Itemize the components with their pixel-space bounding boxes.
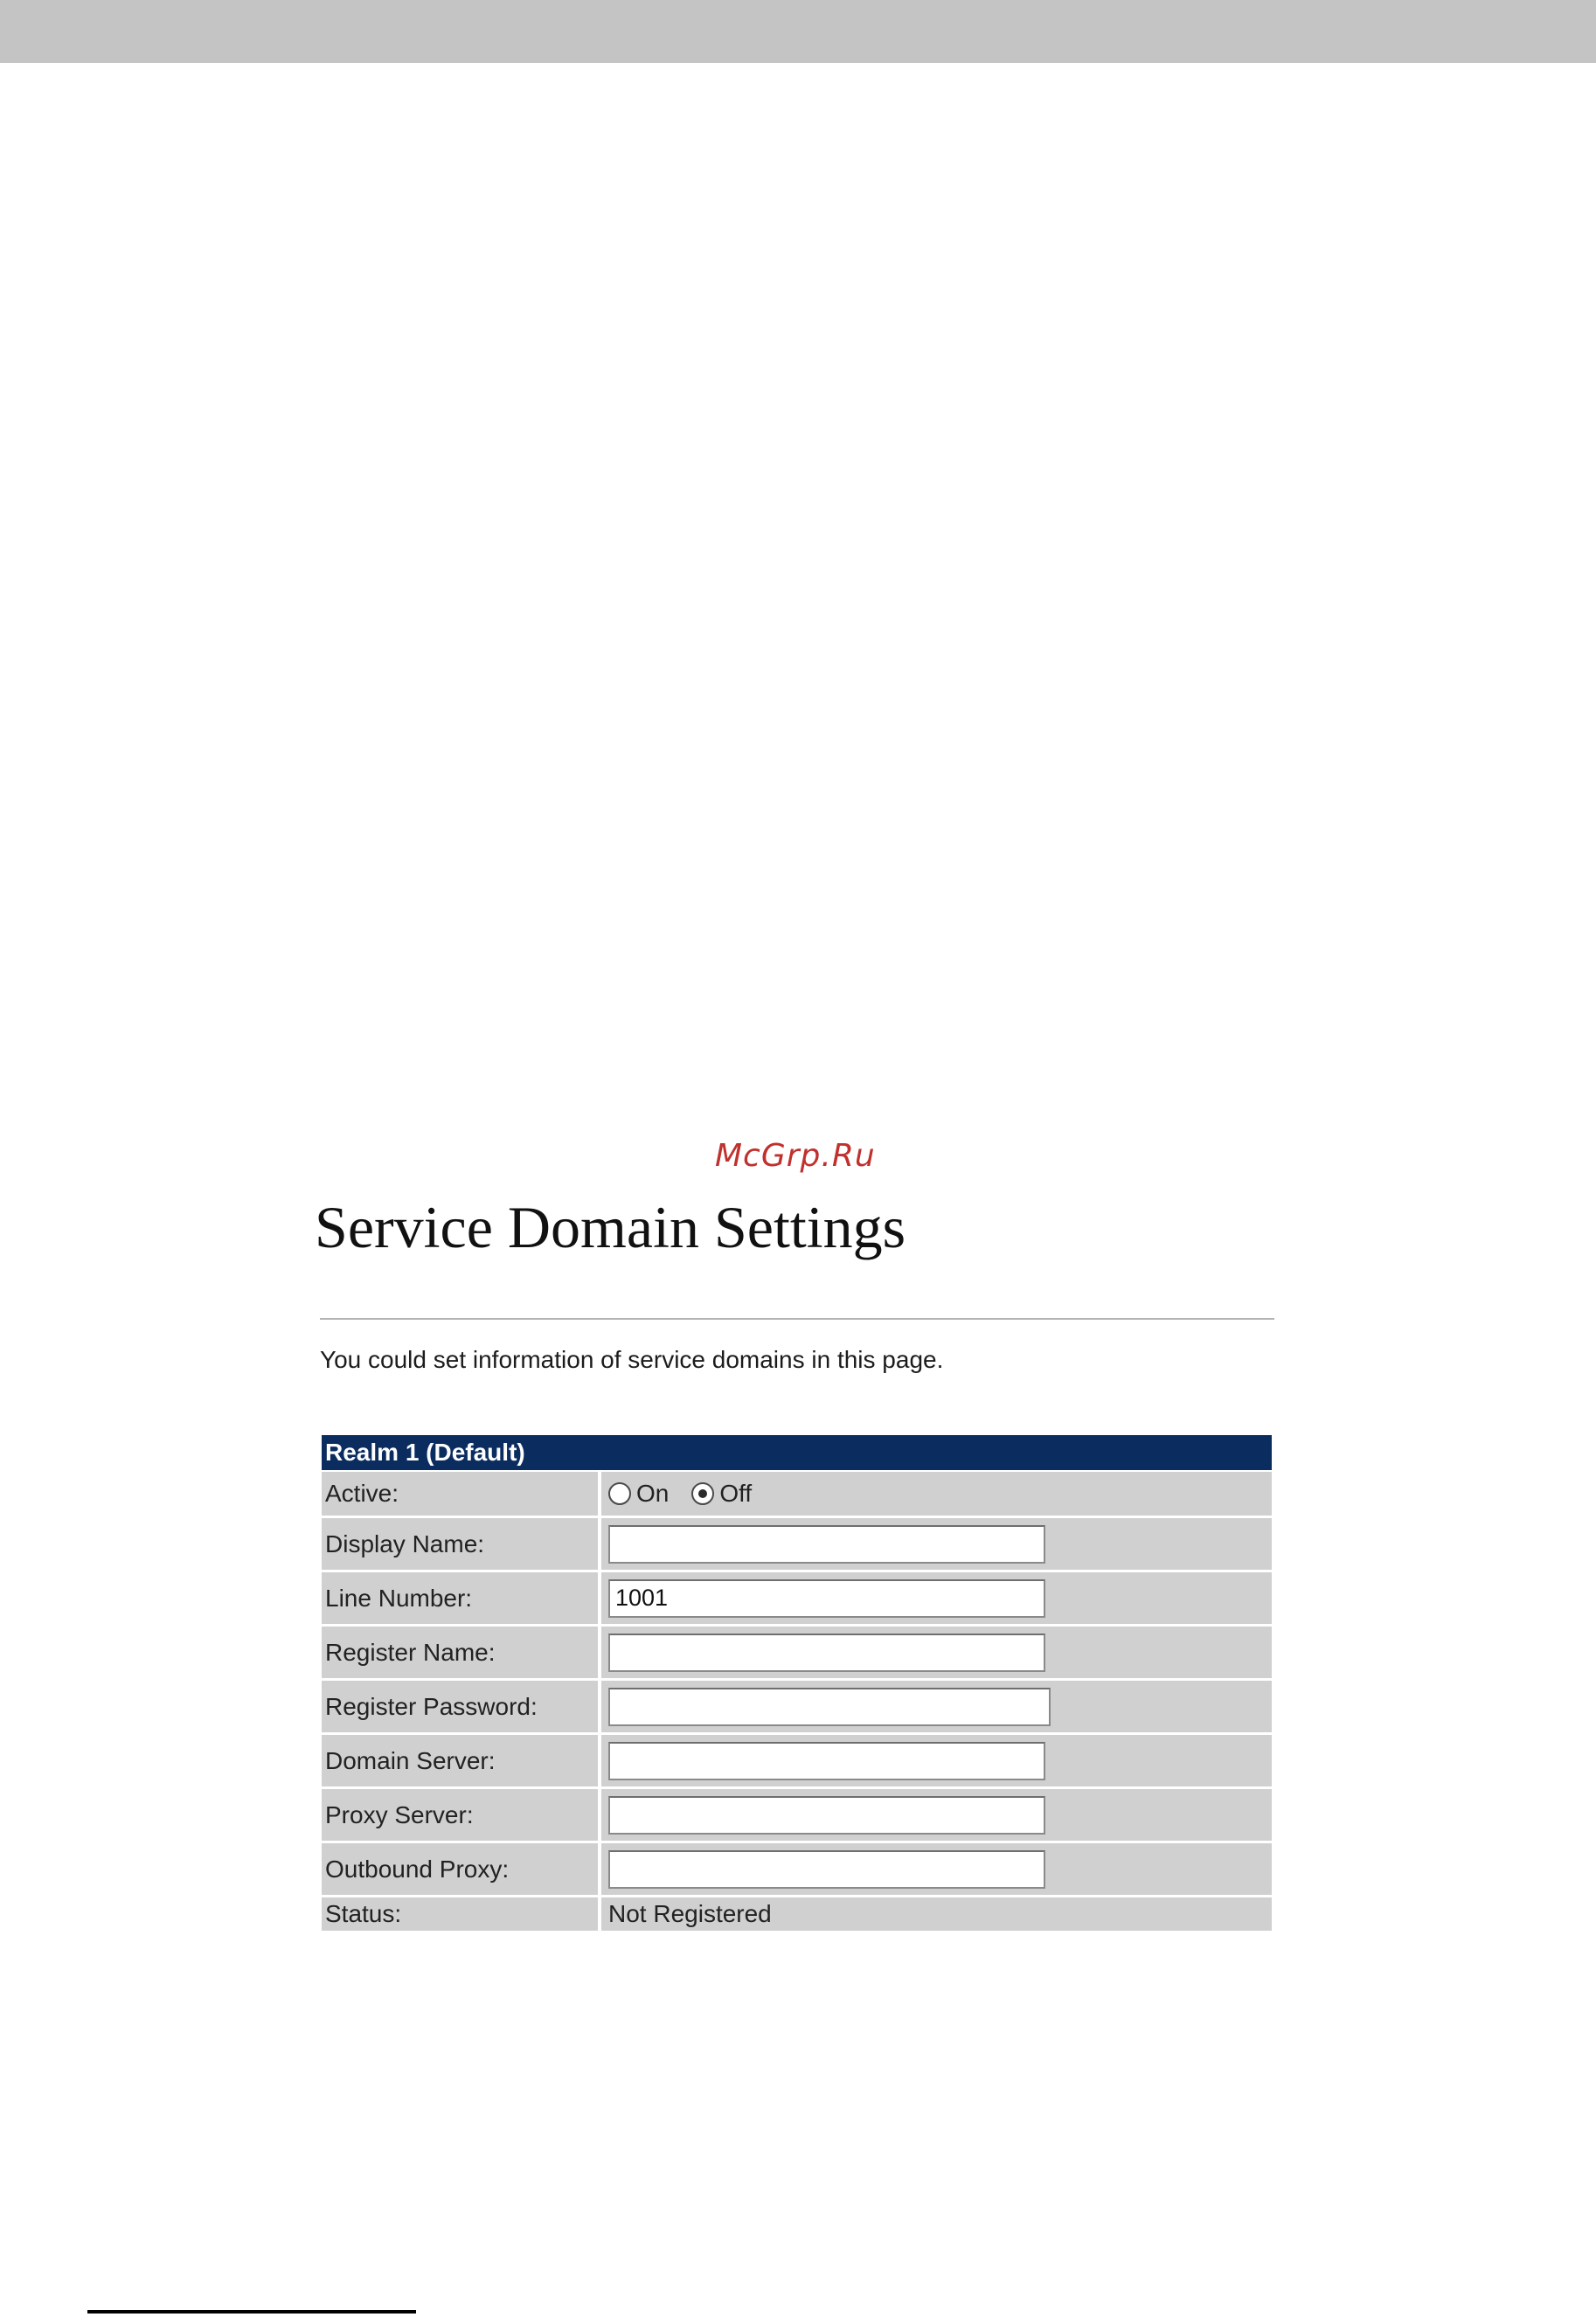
active-value	[601, 1472, 1272, 1516]
status-value: Not Registered	[601, 1897, 1272, 1931]
top-band	[0, 0, 1596, 63]
outbound-proxy-row	[322, 1843, 1272, 1895]
register-name-label: Register Name:	[322, 1627, 598, 1678]
outbound-proxy-label: Outbound Proxy:	[322, 1843, 598, 1895]
domain-server-input[interactable]	[608, 1742, 1045, 1780]
display-name-label: Display Name:	[322, 1518, 598, 1570]
active-row	[322, 1472, 1272, 1516]
active-on-radio[interactable]	[608, 1482, 631, 1505]
line-number-cell	[601, 1572, 1272, 1624]
active-label: Active:	[322, 1472, 598, 1516]
display-name-row	[322, 1518, 1272, 1570]
register-name-row	[322, 1627, 1272, 1678]
register-password-row	[322, 1681, 1272, 1732]
active-off-option[interactable]	[691, 1480, 752, 1508]
realm-settings-table	[322, 1435, 1272, 1933]
register-password-label: Register Password:	[322, 1681, 598, 1732]
proxy-server-input[interactable]	[608, 1796, 1045, 1835]
status-row	[322, 1897, 1272, 1931]
display-name-input[interactable]	[608, 1525, 1045, 1564]
realm-header: Realm 1 (Default)	[322, 1435, 1272, 1470]
line-number-input[interactable]	[608, 1579, 1045, 1618]
register-name-input[interactable]	[608, 1634, 1045, 1672]
domain-server-cell	[601, 1735, 1272, 1786]
page-description: You could set information of service domains in this page.	[320, 1346, 944, 1373]
active-on-option[interactable]	[608, 1480, 669, 1508]
outbound-proxy-cell	[601, 1843, 1272, 1895]
outbound-proxy-input[interactable]	[608, 1850, 1045, 1889]
watermark-text: McGrp.Ru	[715, 1138, 876, 1174]
register-password-cell	[601, 1681, 1272, 1732]
footnote-rule	[87, 2310, 416, 2314]
active-off-label: Off	[719, 1480, 753, 1507]
line-number-row	[322, 1572, 1272, 1624]
active-on-label: On	[636, 1480, 670, 1507]
domain-server-label: Domain Server:	[322, 1735, 598, 1786]
active-radio-group	[608, 1480, 771, 1508]
line-number-label: Line Number:	[322, 1572, 598, 1624]
radio-selected-dot	[698, 1489, 707, 1498]
active-off-radio[interactable]	[691, 1482, 714, 1505]
domain-server-row	[322, 1735, 1272, 1786]
register-password-input[interactable]	[608, 1688, 1051, 1726]
page-title: Service Domain Settings	[315, 1194, 906, 1260]
display-name-cell	[601, 1518, 1272, 1570]
proxy-server-cell	[601, 1789, 1272, 1841]
status-label: Status:	[322, 1897, 598, 1931]
register-name-cell	[601, 1627, 1272, 1678]
proxy-server-row	[322, 1789, 1272, 1841]
title-divider	[320, 1318, 1274, 1320]
proxy-server-label: Proxy Server:	[322, 1789, 598, 1841]
